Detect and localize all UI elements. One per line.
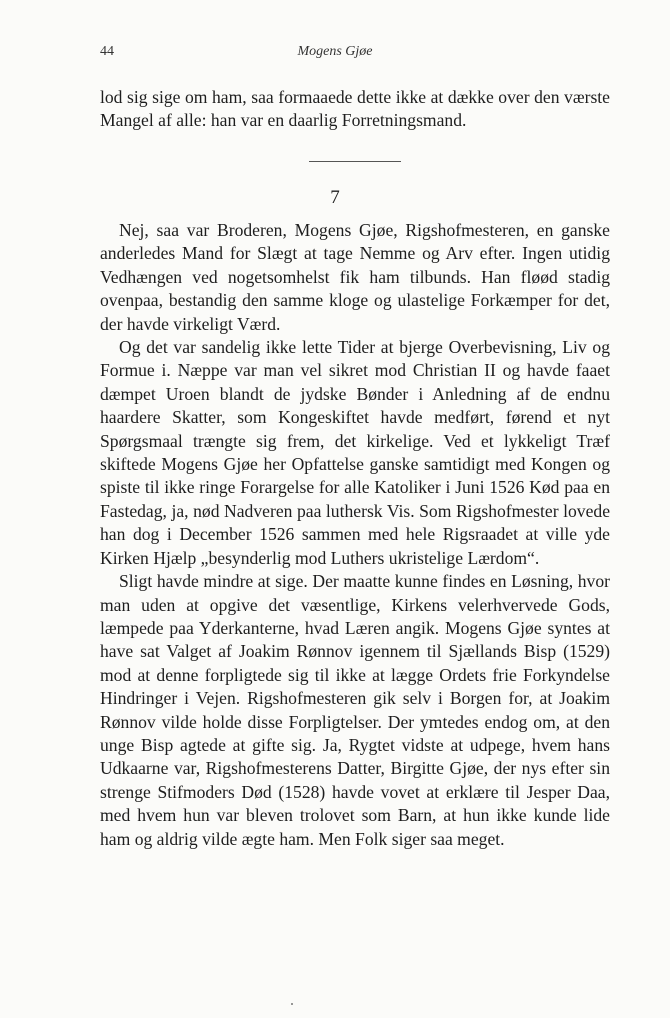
section-text-block: [100, 219, 610, 851]
page-mark-dot: [291, 1003, 293, 1005]
paragraph-1: Nej, saa var Broderen, Mogens Gjøe, Rigshofmesteren, en ganske anderledes Mand for Slægt at tage Nemme og Arv efter. Ingen utidig Vedhængen ved nogetsomhelst fik ham tilbunds. Han fløød stadig ovenpaa, bestandig den samme kloge og ulastelige Forkæmper for det, der havde virkeligt Værd.: [100, 220, 610, 334]
paragraph-3: Sligt havde mindre at sige. Der maatte kunne findes en Løsning, hvor man uden at opgive det væsentlige, Kirkens velerhvervede Gods, læmpede paa Yderkanterne, hvad Læren angik. Mogens Gjøe syntes at have sat Valget af Joakim Rønnov igennem til Sjællands Bisp (1529) mod at denne forpligtede sig til ikke at lægge Ordets frie Forkyndelse Hindringer i Vejen. Rigshofmesteren gik selv i Borgen for, at Joakim Rønnov vilde holde disse Forpligtelser. Der ymtedes endog om, at den unge Bisp agtede at gifte sig. Ja, Rygtet vidste at udpege, hvem hans Udkaarne var, Rigshofmesterens Datter, Birgitte Gjøe, der nys efter sin strenge Stifmoders Død (1528) havde vovet at erklære til Jesper Daa, med hvem hun var bleven trolovet som Barn, at hun ikke kunde lide ham og aldrig vilde ægte ham. Men Folk siger saa meget.: [100, 571, 610, 849]
top-text-block: [100, 86, 610, 133]
section-divider: [309, 161, 401, 162]
running-head: [0, 44, 670, 66]
page-number: 44: [100, 44, 114, 59]
continued-paragraph: lod sig sige om ham, saa formaaede dette ikke at dække over den værste Mangel af alle: han var en daarlig Forretningsmand.: [100, 87, 610, 131]
paragraph-2: Og det var sandelig ikke lette Tider at bjerge Overbevisning, Liv og Formue i. Næppe var man vel sikret mod Christian II og havde faaet dæmpet Uroen blandt de jydske Bønder i Anledning af de endnu haardere Skatter, som Kongeskiftet havde medført, førend et nyt Spørgsmaal trængte sig frem, det kirkelige. Ved et lykkeligt Træf skiftede Mogens Gjøe her Opfattelse ganske samtidigt med Kongen og spiste til ikke ringe Forargelse for alle Katoliker i Juni 1526 Kød paa en Fastedag, ja, nød Nadveren paa luthersk Vis. Som Rigshofmester lovede han dog i December 1526 sammen med hele Rigsraadet at ville yde Kirken Hjælp „besynderlig mod Luthers ukristelige Lærdom“.: [100, 337, 610, 568]
running-title: Mogens Gjøe: [297, 44, 373, 59]
section-number: 7: [330, 187, 340, 208]
